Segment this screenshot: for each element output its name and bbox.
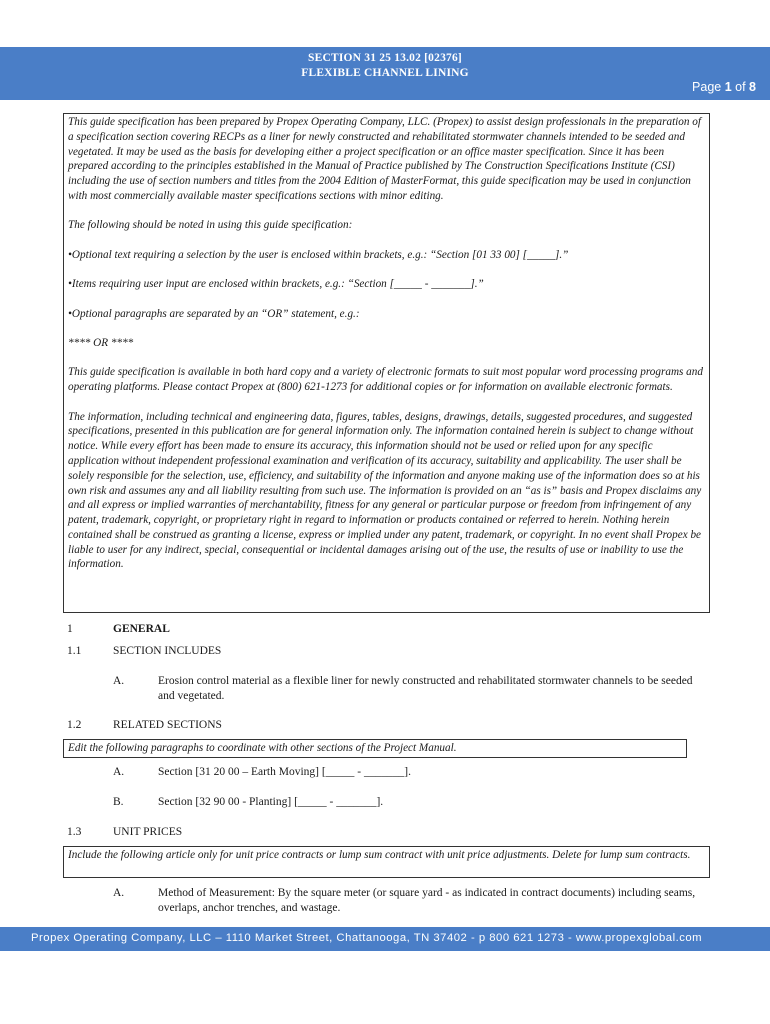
note-paragraph: •Items requiring user input are enclosed within brackets, e.g.: “Section [_____ - _______].” [68, 278, 484, 291]
article-title: SECTION INCLUDES [113, 645, 222, 657]
paragraph-letter: B. [113, 796, 124, 808]
paragraph-text: Section [31 20 00 – Earth Moving] [_____ - _______]. [158, 766, 411, 778]
section-number: SECTION 31 25 13.02 [02376] [308, 52, 462, 64]
part-title: GENERAL [113, 623, 170, 635]
note-paragraph: This guide specification has been prepared by Propex Operating Company, LLC. (Propex) to assist design professionals in the preparation of a specification section covering RECPs as a liner for newly constructed and rehabilitated stormwater channels intended to be seeded and vegetated. It may be used as the basis for developing either a project specification or an office master specification. Since it has been prepared according to the principles established in the Manual of Practice published by The Construction Specifications Institute (CSI) including the use of section numbers and titles from the 2004 Edition of MasterFormat, this guide specification may be used in conjunction with most commercially available master specifications sections with minor editing. [68, 116, 701, 202]
paragraph-text: Section [32 90 00 - Planting] [_____ - _______]. [158, 796, 384, 808]
spec-note: Include the following article only for unit price contracts or lump sum contract with unit price adjustments. Delete for lump sum contracts. [63, 846, 710, 878]
paragraph-letter: A. [113, 766, 125, 778]
article-number: 1.3 [67, 826, 82, 838]
paragraph-letter: A. [113, 887, 125, 899]
article-number: 1.2 [67, 719, 82, 731]
article-title: UNIT PRICES [113, 826, 183, 838]
guide-spec-note [63, 113, 710, 613]
paragraph-letter: A. [113, 675, 125, 687]
current-page: 1 [724, 80, 732, 94]
spec-note: Edit the following paragraphs to coordinate with other sections of the Project Manual. [63, 739, 687, 758]
section-title: FLEXIBLE CHANNEL LINING [301, 67, 469, 79]
footer-contact: Propex Operating Company, LLC – 1110 Market Street, Chattanooga, TN 37402 - p 800 621 1273 - www.propexglobal.com [31, 932, 703, 944]
page-indicator: Page 1 of 8 [692, 80, 756, 94]
paragraph-text: Erosion control material as a flexible liner for newly constructed and rehabilitated stormwater channels to be seeded and vegetated. [158, 675, 693, 702]
note-paragraph: The information, including technical and engineering data, figures, tables, designs, drawings, details, suggested procedures, and suggested specifications, presented in this publication are for general information only. The information contained herein is subject to change without notice. While every effort has been made to ensure its accuracy, this information should not be used or relied upon for any specific application without independent professional examination and verification of its accuracy, suitability and applicability. The user shall be solely responsible for the selection, use, efficiency, and suitability of the information and anyone making use of the information does so at his own risk and assumes any and all liability resulting from such use. The information is provided on an “as is” basis and Propex disclaims any and all express or implied warranties of merchantability, fitness for any general or particular purpose or freedom from infringement of any patent, trademark, copyright, or proprietary right in regard to information or products contained or referred to herein. Nothing herein contained shall be construed as granting a license, express or implied under any patent, trademark, or copyright. In no event shall Propex be liable to user for any indirect, special, consequential or incidental damages arising out of the use, the results of use or inability to use the information. [68, 410, 702, 571]
total-pages: 8 [749, 80, 756, 94]
note-paragraph: This guide specification is available in both hard copy and a variety of electronic formats to suit most popular word processing programs and operating platforms. Please contact Propex at (800) 621-1273 for additional copies or for information on available electronic formats. [68, 366, 703, 394]
part-number: 1 [67, 623, 73, 635]
note-paragraph: •Optional text requiring a selection by the user is enclosed within brackets, e.g.: “Section [01 33 00] [_____].” [68, 248, 569, 261]
note-paragraph: The following should be noted in using this guide specification: [68, 219, 353, 232]
note-paragraph: **** OR **** [68, 336, 134, 349]
article-title: RELATED SECTIONS [113, 719, 222, 731]
paragraph-text: Method of Measurement: By the square meter (or square yard - as indicated in contract documents) including seams, overlaps, anchor trenches, and wastage. [158, 887, 696, 914]
note-paragraph: •Optional paragraphs are separated by an “OR” statement, e.g.: [68, 307, 360, 320]
article-number: 1.1 [67, 645, 82, 657]
page-header [0, 47, 770, 100]
page-footer [0, 927, 770, 951]
